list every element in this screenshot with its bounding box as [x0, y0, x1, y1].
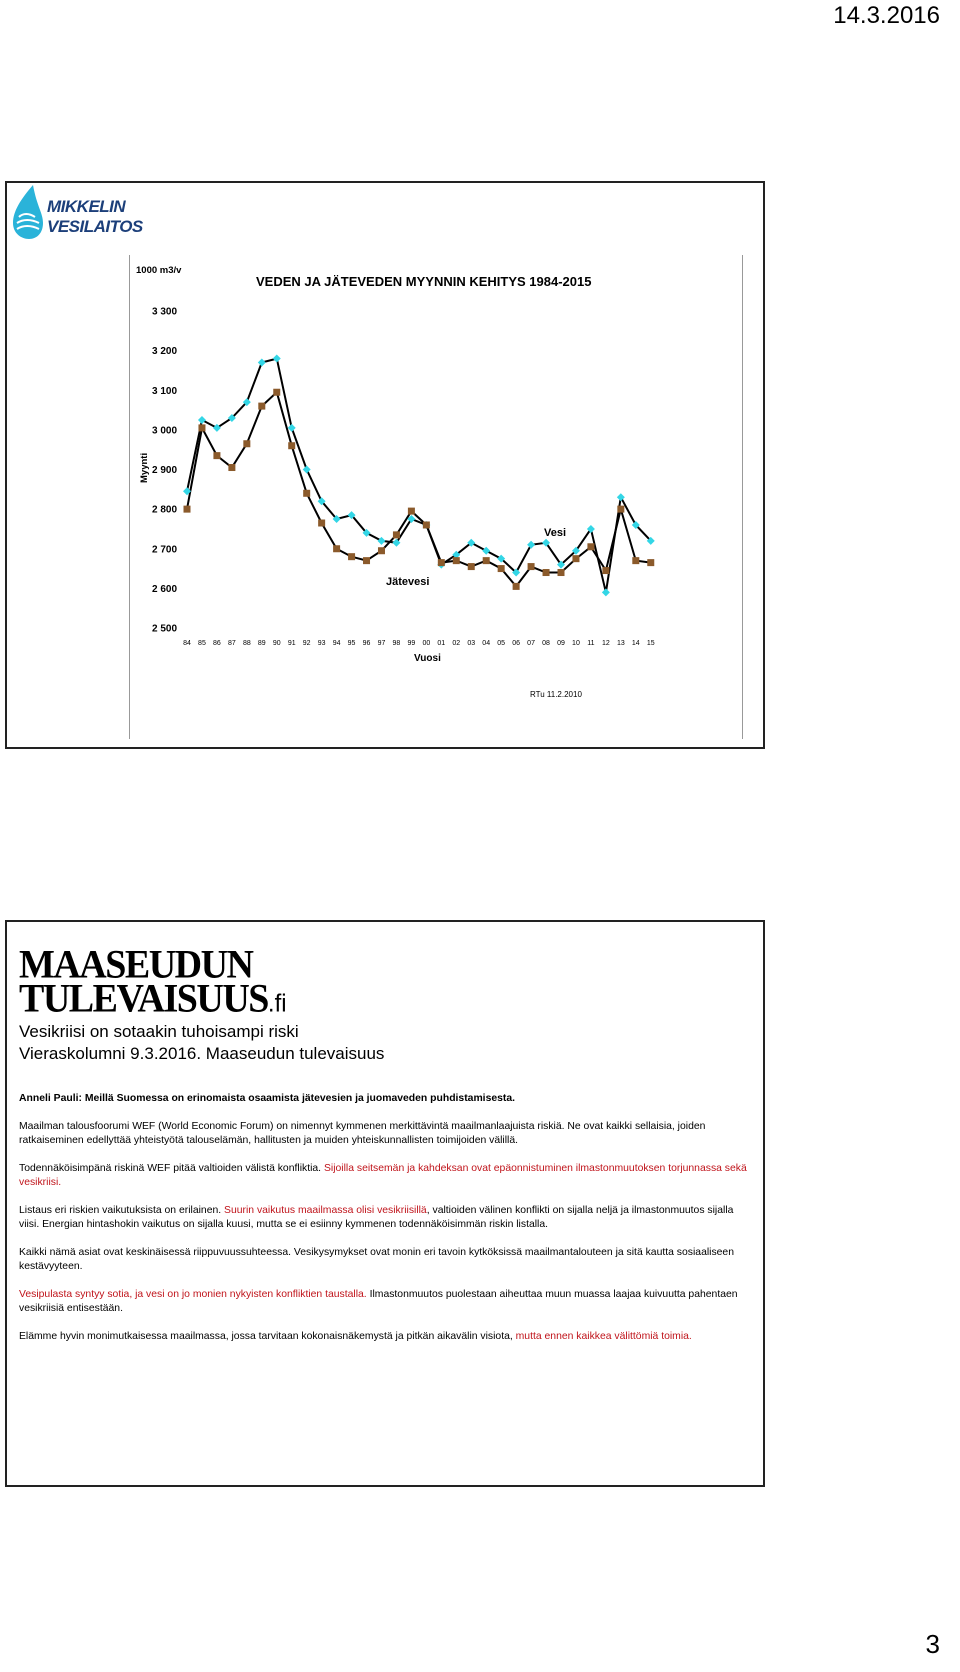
water-point	[617, 493, 625, 501]
p5-highlight: Vesipulasta syntyy sotia, ja vesi on jo monien nykyisten konfliktien taustalla.	[19, 1288, 367, 1300]
wastewater-point	[273, 389, 280, 396]
y-tick-label: 3 300	[152, 306, 178, 318]
x-tick-label: 98	[392, 640, 401, 647]
wastewater-point	[513, 583, 520, 590]
water-point	[288, 424, 296, 432]
x-tick-label: 09	[557, 640, 565, 647]
article-paragraph-3	[19, 1204, 749, 1233]
article-paragraph-6	[19, 1330, 749, 1345]
y-tick-label: 2 500	[152, 623, 178, 635]
x-tick-label: 07	[527, 640, 535, 647]
p5-text: Ilmastonmuutos puolestaan aiheuttaa muun muassa laajaa kuivuutta pahentaen vesikriisiä entisestään.	[19, 1288, 738, 1314]
wastewater-point	[243, 440, 250, 447]
sales-chart-svg	[130, 255, 742, 739]
wastewater-point	[288, 442, 295, 449]
x-tick-label: 03	[467, 640, 476, 647]
wastewater-point	[228, 464, 235, 471]
chart-ylabel: Myynti	[139, 452, 150, 483]
x-tick-label: 89	[257, 640, 266, 647]
wastewater-point	[602, 567, 609, 574]
chart-xlabel: Vuosi	[414, 653, 441, 664]
x-tick-label: 96	[362, 640, 371, 647]
y-tick-label: 3 200	[152, 346, 178, 358]
x-tick-label: 04	[482, 640, 491, 647]
water-point	[273, 355, 281, 363]
p3-text-b: , valtioiden välinen konflikti on sijalla neljä ja ilmastonmuutos sijalla viisi. Energian hintashokin vaikutus on sijalla kuusi, mutta se ei esiinny kymmenen todennäköisimmän riskin listalla.	[19, 1204, 734, 1230]
wastewater-point	[438, 559, 445, 566]
sales-chart	[129, 255, 743, 739]
water-point	[527, 541, 535, 549]
x-tick-label: 01	[437, 640, 446, 647]
y-tick-label: 2 700	[152, 544, 178, 556]
x-tick-label: 91	[287, 640, 296, 647]
x-tick-label: 11	[587, 640, 595, 647]
y-tick-label: 2 800	[152, 504, 178, 516]
article-body	[19, 1092, 749, 1357]
water-point	[303, 466, 311, 474]
water-drop-icon	[11, 183, 45, 241]
article-paragraph-1: Maailman talousfoorumi WEF (World Economic Forum) on nimennyt kymmenen merkittävintä maailmanlaajuista riskiä. Ne ovat kaikki sellaisia, joiden ratkaiseminen edellyttää yhteistyötä talouselämän, hallitusten ja muiden yhteiskunnallisten toimijoiden välillä.	[19, 1120, 706, 1146]
x-tick-label: 86	[213, 640, 221, 647]
water-point	[602, 588, 610, 596]
p2-text: Todennäköisimpänä riskinä WEF pitää valtioiden välistä konfliktia.	[19, 1162, 324, 1174]
logo-line1: MIKKELIN	[47, 197, 126, 216]
slide-water-crisis-article	[5, 920, 765, 1487]
logo2-suffix: .fi	[267, 989, 287, 1018]
wastewater-point	[468, 563, 475, 570]
wastewater-point	[423, 521, 430, 528]
x-tick-label: 90	[272, 640, 281, 647]
article-paragraph-5	[19, 1288, 749, 1317]
x-tick-label: 08	[542, 640, 550, 647]
page-number: 3	[925, 1629, 940, 1659]
article-title	[19, 1021, 384, 1065]
article-paragraph-2	[19, 1162, 749, 1191]
water-point	[198, 416, 206, 424]
x-tick-label: 14	[631, 640, 640, 647]
article-lead: Anneli Pauli: Meillä Suomessa on erinomaista osaamista jätevesien ja juomaveden puhdistamisesta.	[19, 1093, 516, 1104]
wastewater-point	[408, 508, 415, 515]
wastewater-point	[617, 506, 624, 513]
wastewater-point	[543, 569, 550, 576]
x-tick-label: 93	[317, 640, 326, 647]
y-tick-label: 2 600	[152, 583, 178, 595]
maaseudun-tulevaisuus-logo	[19, 942, 287, 1021]
x-tick-label: 99	[407, 640, 416, 647]
series-line-wastewater	[187, 392, 651, 586]
wastewater-point	[572, 555, 579, 562]
wastewater-point	[303, 490, 310, 497]
series-label-water: Vesi	[544, 527, 567, 539]
x-tick-label: 94	[332, 640, 341, 647]
wastewater-point	[318, 519, 325, 526]
mikkelin-vesilaitos-logo	[11, 183, 151, 243]
water-point	[377, 537, 385, 545]
wastewater-point	[587, 543, 594, 550]
article-paragraph-4: Kaikki nämä asiat ovat keskinäisessä riippuvuussuhteessa. Vesikysymykset ovat monin eri tavoin kytköksissä maailmantalouteen ja sitä kautta sosiaaliseen kestävyyteen.	[19, 1246, 734, 1272]
slide-water-chart	[5, 181, 765, 749]
y-tick-label: 3 000	[152, 425, 178, 437]
x-tick-label: 97	[377, 640, 386, 647]
p2-highlight: Sijoilla seitsemän ja kahdeksan ovat epäonnistuminen ilmastonmuutoksen torjunnassa sekä vesikriisi.	[19, 1162, 747, 1188]
wastewater-point	[198, 424, 205, 431]
x-tick-label: 13	[616, 640, 625, 647]
x-tick-label: 00	[422, 640, 431, 647]
wastewater-point	[558, 569, 565, 576]
water-point	[482, 547, 490, 555]
x-tick-label: 15	[646, 640, 655, 647]
page-date: 14.3.2016	[833, 2, 940, 29]
x-tick-label: 02	[452, 640, 461, 647]
logo-line2: VESILAITOS	[47, 217, 143, 236]
x-tick-label: 84	[183, 640, 191, 647]
logo2-line2	[19, 976, 287, 1022]
logo2-line1: MAASEUDUN	[19, 942, 253, 988]
wastewater-point	[258, 403, 265, 410]
series-label-wastewater: Jätevesi	[386, 576, 430, 588]
wastewater-point	[213, 452, 220, 459]
wastewater-point	[333, 545, 340, 552]
wastewater-point	[393, 531, 400, 538]
x-tick-label: 12	[601, 640, 610, 647]
p6-text: Elämme hyvin monimutkaisessa maailmassa, jossa tarvitaan kokonaisnäkemystä ja pitkän aikavälin visiota,	[19, 1330, 516, 1342]
wastewater-point	[348, 553, 355, 560]
wastewater-point	[632, 557, 639, 564]
x-tick-label: 92	[302, 640, 311, 647]
wastewater-point	[453, 557, 460, 564]
p6-highlight: mutta ennen kaikkea välittömiä toimia.	[515, 1330, 692, 1342]
wastewater-point	[363, 557, 370, 564]
x-tick-label: 05	[497, 640, 506, 647]
chart-unit-label: 1000 m3/v	[136, 265, 182, 276]
water-point	[258, 359, 266, 367]
p3-text-a: Listaus eri riskien vaikutuksista on erilainen.	[19, 1204, 225, 1216]
x-tick-label: 88	[242, 640, 251, 647]
x-tick-label: 87	[227, 640, 236, 647]
y-tick-label: 3 100	[152, 385, 178, 397]
x-tick-label: 06	[512, 640, 521, 647]
x-tick-label: 95	[347, 640, 356, 647]
wastewater-point	[378, 547, 385, 554]
wastewater-point	[483, 557, 490, 564]
logo2-line2-text: TULEVAISUUS	[19, 976, 268, 1021]
chart-title: VEDEN JA JÄTEVEDEN MYYNNIN KEHITYS 1984-2015	[256, 274, 592, 289]
x-tick-label: 85	[198, 640, 206, 647]
article-title-line2: Vieraskolumni 9.3.2016. Maaseudun tulevaisuus	[19, 1044, 385, 1063]
series-line-water	[187, 359, 651, 593]
p3-highlight: Suurin vaikutus maailmassa olisi vesikriisillä	[224, 1204, 427, 1216]
article-title-line1: Vesikriisi on sotaakin tuhoisampi riski	[19, 1022, 299, 1041]
chart-footnote: RTu 11.2.2010	[530, 690, 582, 699]
x-tick-label: 10	[572, 640, 580, 647]
wastewater-point	[498, 565, 505, 572]
y-tick-label: 2 900	[152, 465, 178, 476]
wastewater-point	[184, 506, 191, 513]
wastewater-point	[647, 559, 654, 566]
wastewater-point	[528, 563, 535, 570]
